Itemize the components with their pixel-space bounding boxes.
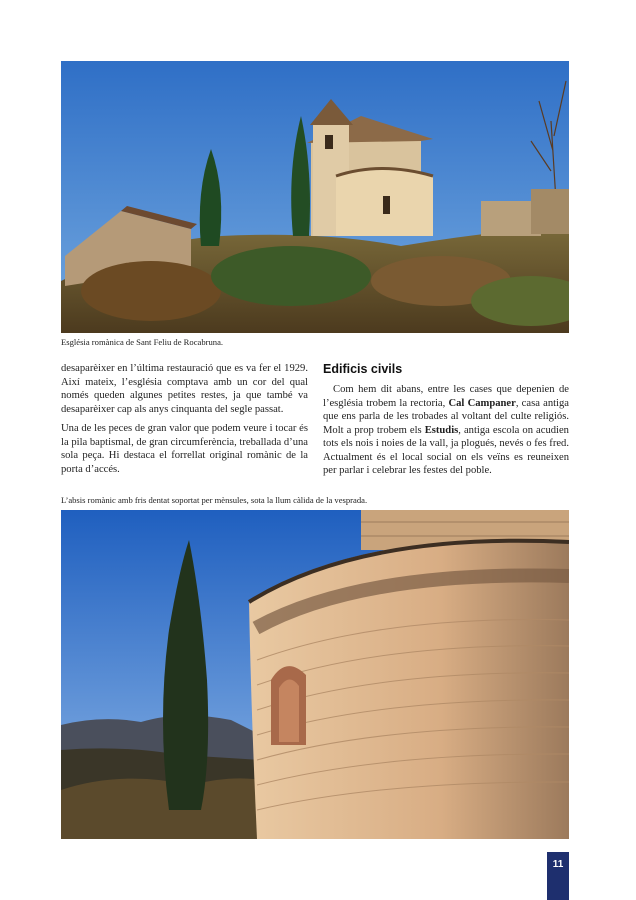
church-hill-photo xyxy=(61,61,569,333)
left-paragraph-1: desaparèixer en l’última restauració que es va fer el 1929. Així mateix, l’església comptava amb un cor del qual només queden algunes petites restes, ja que també va desaparèixer cap als anys cinquanta del segle passat. xyxy=(61,363,308,415)
estudis-bold: Estudis xyxy=(424,424,459,436)
apse-photo xyxy=(61,510,569,839)
top-photo-caption: Església romànica de Sant Feliu de Rocabruna. xyxy=(61,337,224,347)
bottom-photo-caption: L’absis romànic amb fris dentat soportat per mènsules, sota la llum càlida de la vesprada. xyxy=(61,495,368,505)
left-text-column xyxy=(61,362,308,482)
cal-campaner-bold: Cal Campaner xyxy=(448,397,516,409)
right-text-column xyxy=(323,383,569,484)
right-paragraph: Com hem dit abans, entre les cases que depenien de l’església trobem la rectoria, Cal Campaner, casa antiga que ens parla de les trobades al voltant del culte religiós. Molt a prop trobem els Estudis, antiga escola on acudien tots els nois i noies de la vall, ja plogués, nevés o fes fred. Actualment és el local social on els veïns es reuneixen per parlar i celebrar les festes del poble. xyxy=(323,384,569,476)
page-number: 11 xyxy=(547,852,569,900)
section-heading: Edificis civils xyxy=(323,362,403,376)
left-paragraph-2: Una de les peces de gran valor que podem veure i tocar és la pila baptismal, de gran circumferència, treballada d’una sola peça. Hi destaca el forrellat original romànic de la porta d’accés. xyxy=(61,423,308,475)
